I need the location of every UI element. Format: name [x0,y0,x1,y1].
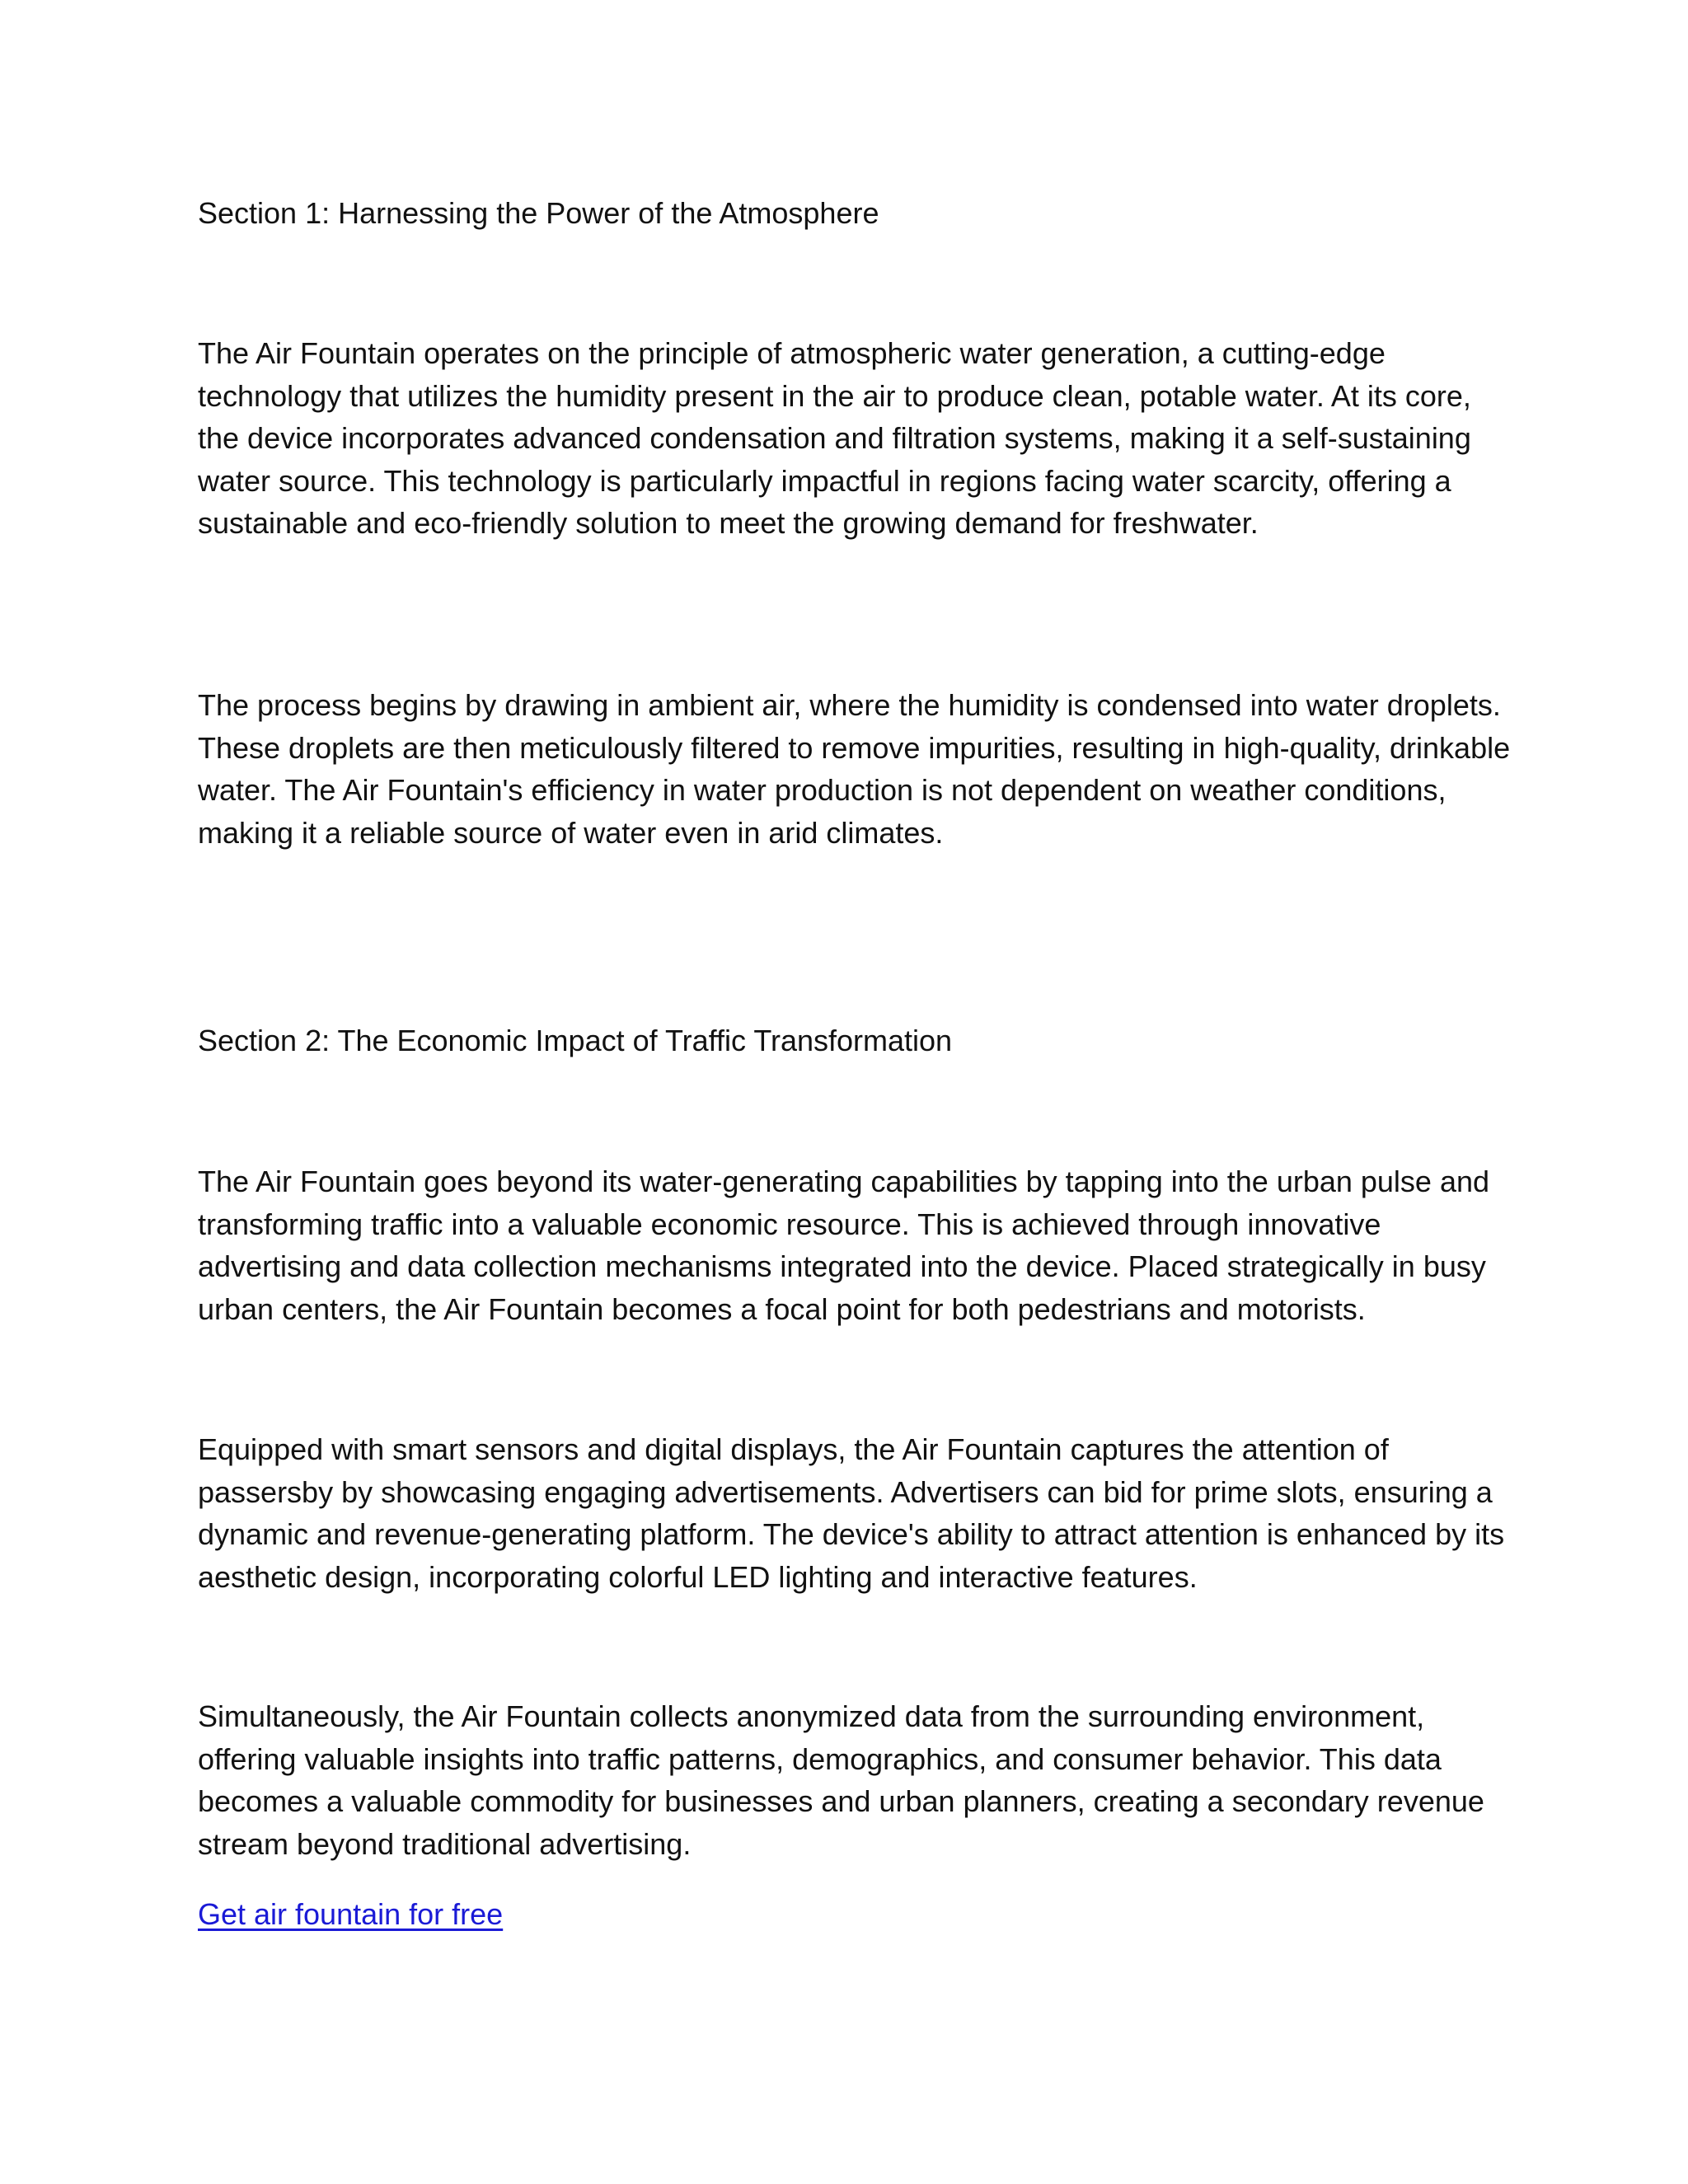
section-1-paragraph-1: The Air Fountain operates on the principle of atmospheric water generation, a cutting-edge technology that utilizes the humidity present in the air to produce clean, potable water. At its core, the device incorporates advanced condensation and filtration systems, making it a self-sustaining water source. This technology is particularly impactful in regions facing water scarcity, offering a sustainable and eco-friendly solution to meet the growing demand for freshwater. [198,336,1471,540]
section-2-paragraph-1: The Air Fountain goes beyond its water-generating capabilities by tapping into the urban pulse and transforming traffic into a valuable economic resource. This is achieved through innovative advertising and data collection mechanisms integrated into the device. Placed strategically in busy urban centers, the Air Fountain becomes a focal point for both pedestrians and motorists. [198,1165,1490,1326]
section-1-paragraph-2: The process begins by drawing in ambient air, where the humidity is condensed into water droplets. These droplets are then meticulously filtered to remove impurities, resulting in high-quality, drinkable water. The Air Fountain's efficiency in water production is not dependent on weather conditions, making it a reliable source of water even in arid climates. [198,688,1511,850]
section-1-heading: Section 1: Harnessing the Power of the Atmosphere [198,196,879,230]
section-2-paragraph-2: Equipped with smart sensors and digital displays, the Air Fountain captures the attention of passersby by showcasing engaging advertisements. Advertisers can bid for prime slots, ensuring a dynamic and revenue-generating platform. The device's ability to attract attention is enhanced by its aesthetic design, incorporating colorful LED lighting and interactive features. [198,1432,1505,1594]
section-2-heading: Section 2: The Economic Impact of Traffic Transformation [198,1024,953,1057]
get-air-fountain-link[interactable]: Get air fountain for free [198,1897,504,1931]
section-2-paragraph-3: Simultaneously, the Air Fountain collects anonymized data from the surrounding environment, offering valuable insights into traffic patterns, demographics, and consumer behavior. This data becomes a valuable commodity for businesses and urban planners, creating a secondary revenue stream beyond traditional advertising. [198,1699,1484,1861]
